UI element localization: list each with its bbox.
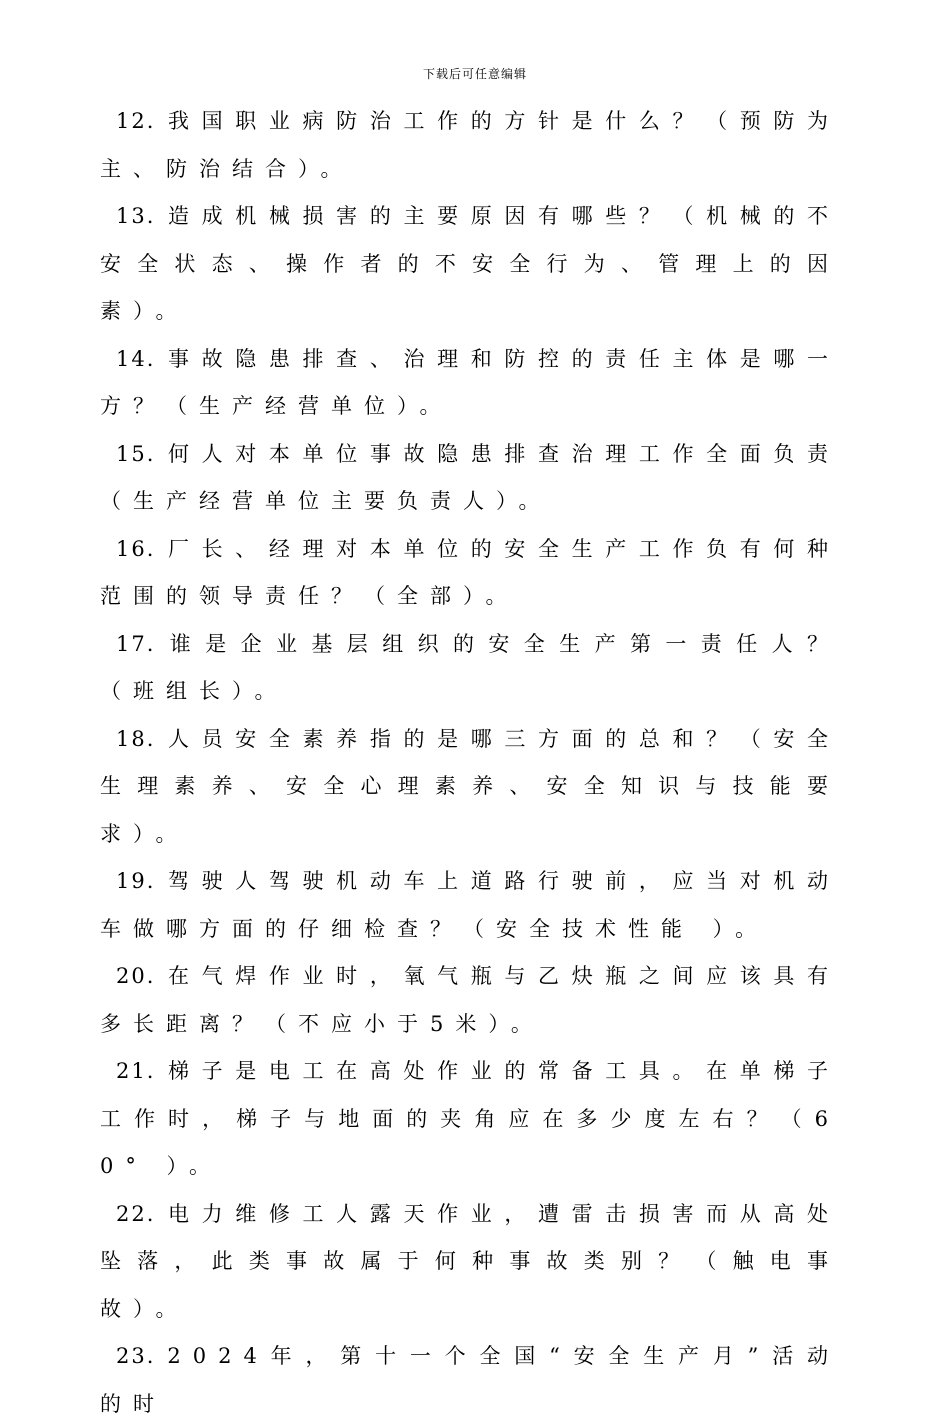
question-text: 2024年，第十一个全国“安全生产月”活动的时 — [100, 1344, 840, 1416]
question-list — [100, 98, 840, 1428]
question-text: 在气焊作业时，氧气瓶与乙炔瓶之间应该具有多长距离？（不应小于5米）。 — [100, 964, 840, 1036]
question-number: 19. — [116, 869, 156, 893]
question-text: 谁是企业基层组织的安全生产第一责任人？（班组长）。 — [100, 631, 840, 703]
question-item-16 — [100, 526, 840, 621]
question-item-23 — [100, 1333, 840, 1428]
question-text: 驾驶人驾驶机动车上道路行驶前，应当对机动车做哪方面的仔细检查？（安全技术性能 ）。 — [100, 869, 840, 941]
question-item-20 — [100, 953, 840, 1048]
question-number: 13. — [116, 204, 156, 228]
question-text: 人员安全素养指的是哪三方面的总和？（安全生理素养、安全心理素养、安全知识与技能要求）。 — [100, 726, 840, 846]
question-text: 何人对本单位事故隐患排查治理工作全面负责（生产经营单位主要负责人）。 — [100, 441, 840, 513]
page-header: 下载后可任意编辑 — [422, 67, 527, 81]
question-item-13 — [100, 193, 840, 336]
question-text: 事故隐患排查、治理和防控的责任主体是哪一方？（生产经营单位）。 — [100, 346, 840, 418]
question-text: 电力维修工人露天作业，遭雷击损害而从高处坠落，此类事故属于何种事故类别？（触电事故）。 — [100, 1201, 840, 1321]
question-number: 22. — [116, 1201, 156, 1226]
question-number: 17. — [116, 631, 156, 656]
question-number: 23. — [116, 1344, 156, 1368]
question-text: 我国职业病防治工作的方针是什么？（预防为主、防治结合）。 — [100, 109, 840, 181]
question-number: 20. — [116, 964, 156, 988]
question-number: 15. — [116, 441, 156, 466]
question-item-22 — [100, 1191, 840, 1334]
question-text: 造成机械损害的主要原因有哪些？（机械的不安全状态、操作者的不安全行为、管理上的因素）。 — [100, 204, 840, 323]
question-item-18 — [100, 716, 840, 859]
question-number: 16. — [116, 536, 156, 561]
question-item-14 — [100, 336, 840, 431]
question-text: 厂长、经理对本单位的安全生产工作负有何种范围的领导责任？（全部）。 — [100, 536, 840, 608]
question-number: 12. — [116, 109, 156, 133]
question-number: 18. — [116, 726, 156, 751]
question-item-21 — [100, 1048, 840, 1191]
question-item-17 — [100, 621, 840, 716]
question-number: 14. — [116, 346, 156, 371]
question-item-15 — [100, 431, 840, 526]
question-text: 梯子是电工在高处作业的常备工具。在单梯子工作时，梯子与地面的夹角应在多少度左右？（60° ）。 — [100, 1059, 840, 1178]
question-number: 21. — [116, 1059, 156, 1083]
question-item-12 — [100, 98, 840, 193]
question-item-19 — [100, 858, 840, 953]
